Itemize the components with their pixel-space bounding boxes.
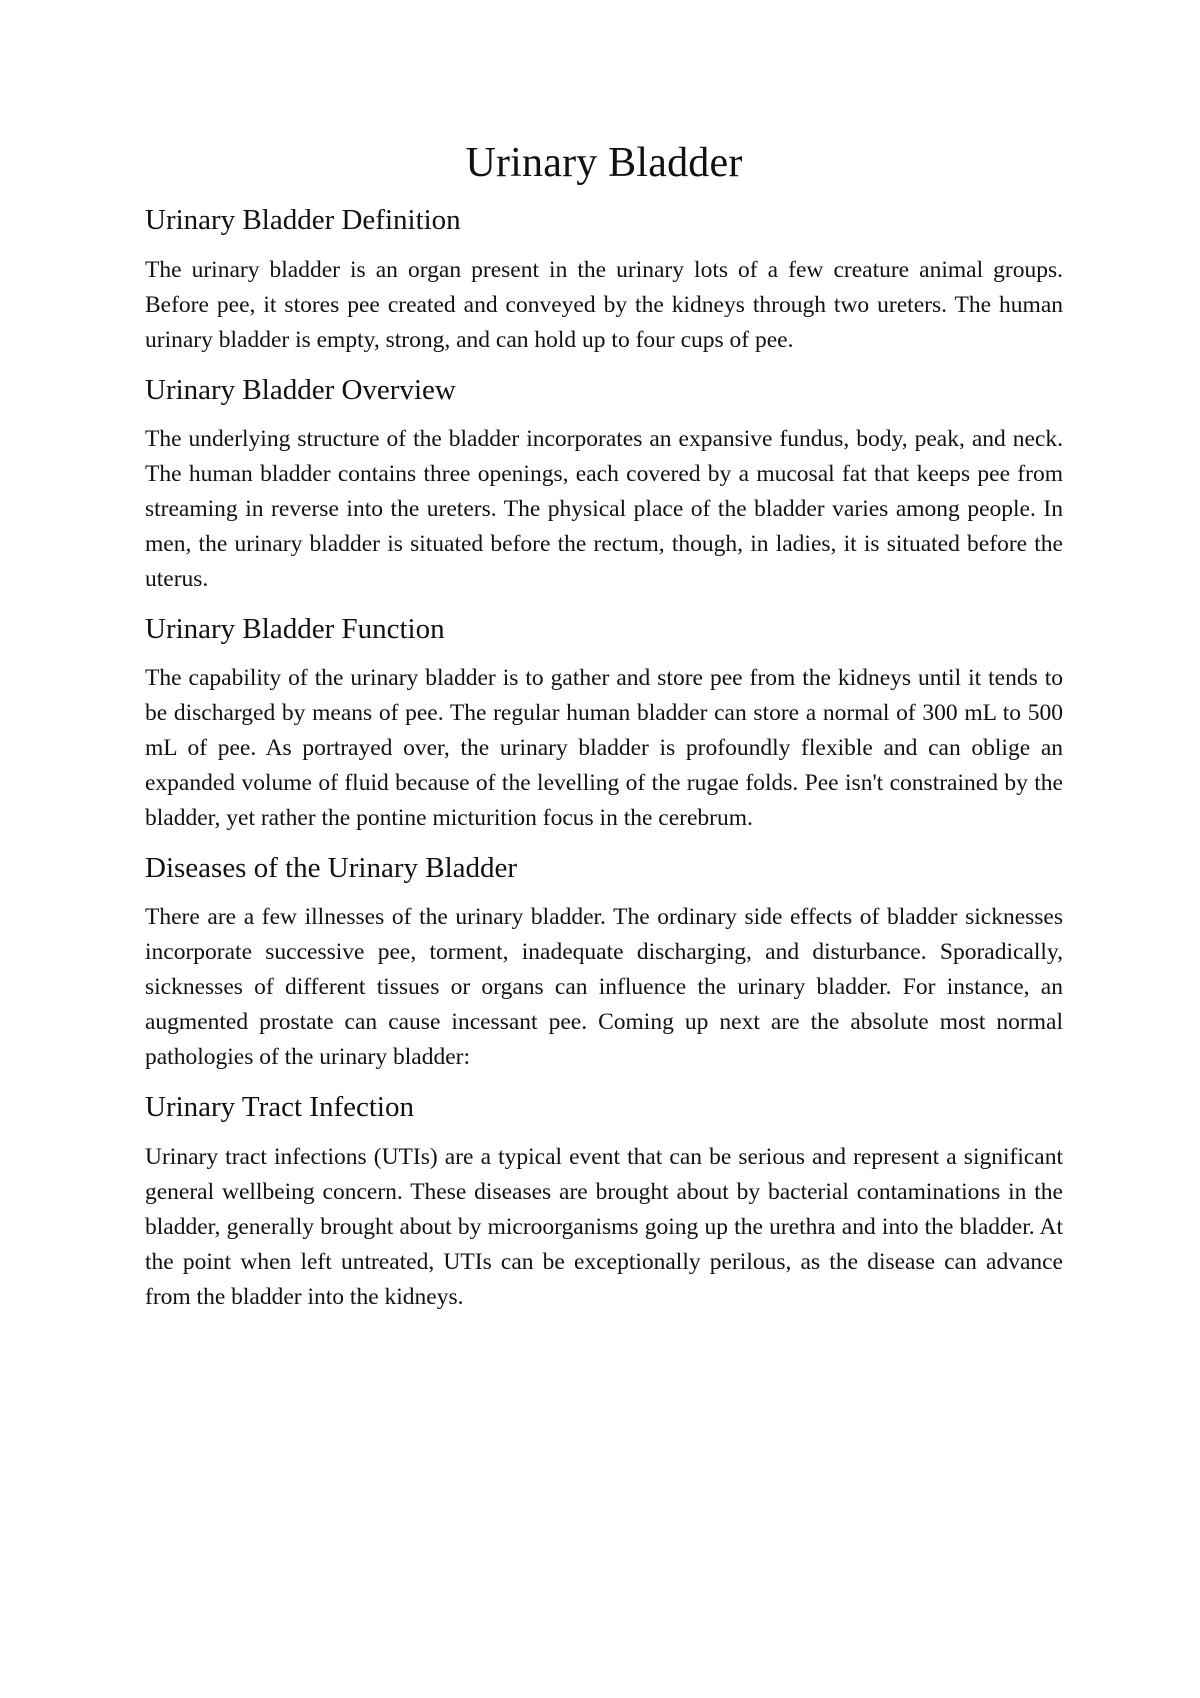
document-title: Urinary Bladder: [465, 140, 743, 186]
section-definition: [145, 202, 1063, 357]
section-heading: Urinary Bladder Definition: [145, 204, 461, 237]
section-heading: Urinary Bladder Function: [145, 612, 445, 645]
section-heading: Urinary Bladder Overview: [145, 373, 456, 406]
section-uti: [145, 1089, 1063, 1314]
section-paragraph: The underlying structure of the bladder incorporates an expansive fundus, body, peak, and neck. The human bladder contains three openings, each covered by a mucosal fat that keeps pee from streaming in reverse into the ureters. The physical place of the bladder varies among people. In men, the urinary bladder is situated before the rectum, though, in ladies, it is situated before the uterus.: [145, 425, 1063, 592]
section-paragraph: Urinary tract infections (UTIs) are a typical event that can be serious and represent a significant general wellbeing concern. These diseases are brought about by bacterial contaminations in the bladder, generally brought about by microorganisms going up the urethra and into the bladder. At the point when left untreated, UTIs can be exceptionally perilous, as the disease can advance from the bladder into the kidneys.: [145, 1143, 1063, 1310]
section-paragraph: There are a few illnesses of the urinary bladder. The ordinary side effects of bladder sicknesses incorporate successive pee, torment, inadequate discharging, and disturbance. Sporadically, sicknesses of different tissues or organs can influence the urinary bladder. For instance, an augmented prostate can cause incessant pee. Coming up next are the absolute most normal pathologies of the urinary bladder:: [145, 904, 1063, 1071]
section-heading: Urinary Tract Infection: [145, 1091, 414, 1124]
section-diseases: [145, 850, 1063, 1075]
section-overview: [145, 372, 1063, 597]
section-function: [145, 611, 1063, 836]
section-paragraph: The capability of the urinary bladder is to gather and store pee from the kidneys until it tends to be discharged by means of pee. The regular human bladder can store a normal of 300 mL to 500 mL of pee. As portrayed over, the urinary bladder is profoundly flexible and can oblige an expanded volume of fluid because of the levelling of the rugae folds. Pee isn't constrained by the bladder, yet rather the pontine micturition focus in the cerebrum.: [145, 665, 1063, 832]
document-page: [145, 138, 1063, 1329]
section-heading: Diseases of the Urinary Bladder: [145, 852, 518, 885]
section-paragraph: The urinary bladder is an organ present in the urinary lots of a few creature animal groups. Before pee, it stores pee created and conveyed by the kidneys through two ureters. The human urinary bladder is empty, strong, and can hold up to four cups of pee.: [145, 256, 1063, 353]
